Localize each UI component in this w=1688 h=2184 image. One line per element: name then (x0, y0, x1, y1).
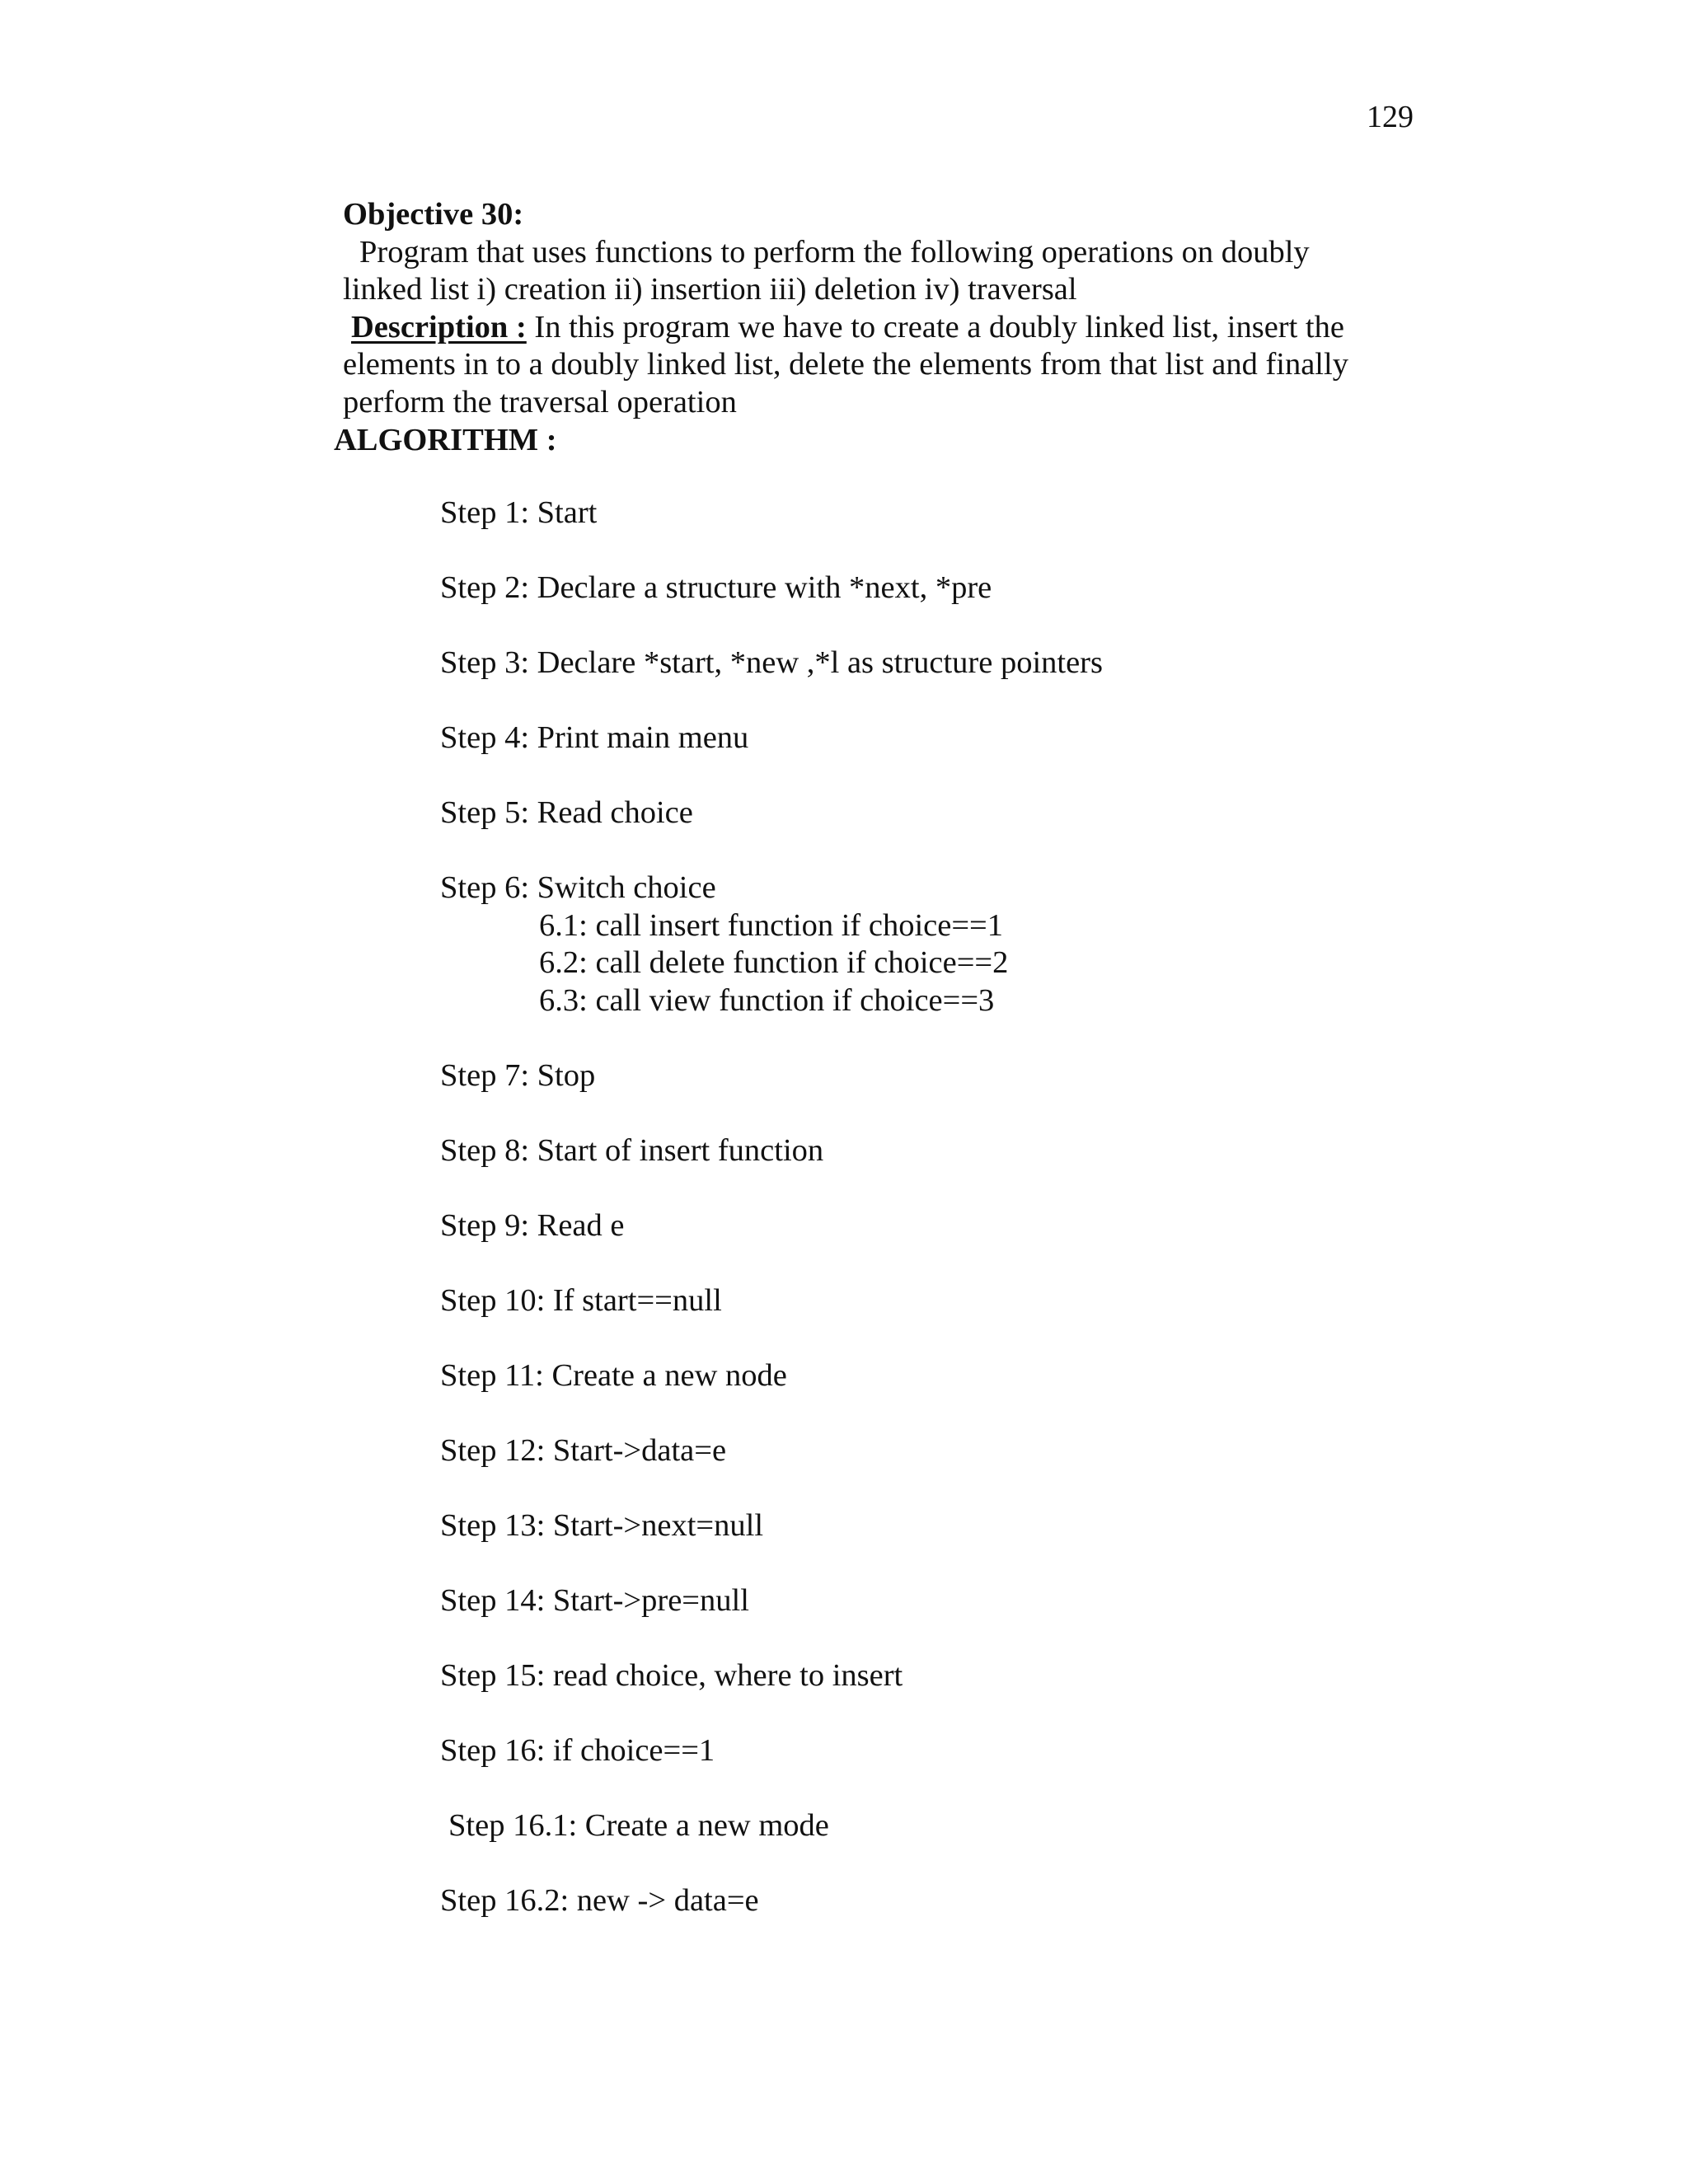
step-10: Step 10: If start==null (440, 1282, 722, 1318)
description-line-2: elements in to a doubly linked list, delete the elements from that list and finally (343, 347, 1348, 382)
step-11: Step 11: Create a new node (440, 1357, 787, 1393)
step-16-1: Step 16.1: Create a new mode (448, 1807, 829, 1843)
step-6-1: 6.1: call insert function if choice==1 (539, 907, 1004, 943)
step-12: Step 12: Start->data=e (440, 1432, 727, 1468)
step-1: Step 1: Start (440, 495, 598, 530)
objective-title: Objective 30: (343, 197, 524, 232)
step-6-group (440, 869, 1103, 1019)
objective-text-line-1: Program that uses functions to perform the following operations on doubly (359, 234, 1310, 269)
step-13: Step 13: Start->next=null (440, 1507, 764, 1543)
description-text-1: In this program we have to create a doubly linked list, insert the (526, 309, 1344, 344)
step-5: Step 5: Read choice (440, 795, 693, 830)
algorithm-steps (440, 494, 1103, 1957)
step-6: Step 6: Switch choice (440, 870, 716, 905)
step-2: Step 2: Declare a structure with *next, *pre (440, 570, 992, 605)
step-15: Step 15: read choice, where to insert (440, 1657, 903, 1693)
step-16: Step 16: if choice==1 (440, 1732, 715, 1768)
step-6-3: 6.3: call view function if choice==3 (539, 982, 995, 1018)
objective-text-line-2: linked list i) creation ii) insertion iii) deletion iv) traversal (343, 272, 1077, 307)
step-3: Step 3: Declare *start, *new ,*l as structure pointers (440, 645, 1103, 680)
step-6-2: 6.2: call delete function if choice==2 (539, 945, 1009, 980)
page-number: 129 (1367, 100, 1414, 134)
step-9: Step 9: Read e (440, 1207, 625, 1243)
objective-section (343, 196, 1439, 421)
step-8: Step 8: Start of insert function (440, 1132, 824, 1168)
step-4: Step 4: Print main menu (440, 720, 749, 755)
step-7: Step 7: Stop (440, 1057, 596, 1093)
algorithm-heading: ALGORITHM : (334, 423, 557, 457)
description-line-3: perform the traversal operation (343, 384, 737, 419)
step-16-2: Step 16.2: new -> data=e (440, 1882, 759, 1918)
description-line-1 (343, 309, 1439, 347)
description-label: Description : (351, 309, 527, 344)
step-14: Step 14: Start->pre=null (440, 1582, 749, 1618)
